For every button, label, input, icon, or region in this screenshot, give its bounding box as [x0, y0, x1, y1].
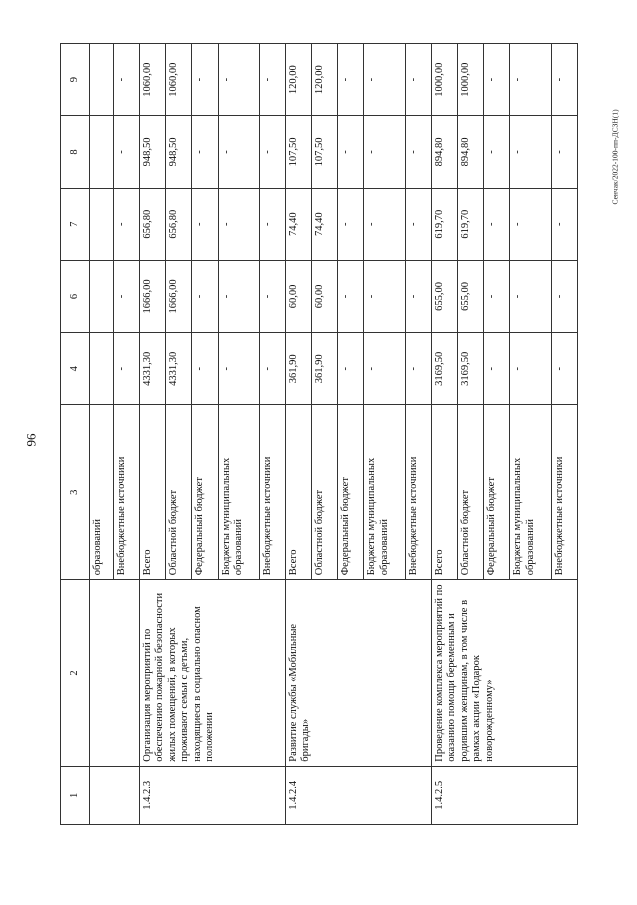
- funding-source: Всего: [140, 405, 166, 580]
- value-cell: -: [338, 260, 364, 332]
- value-cell: -: [192, 188, 218, 260]
- value-cell: 1000,00: [458, 44, 484, 116]
- table-row: [140, 44, 166, 825]
- value-cell: -: [364, 188, 405, 260]
- item-number: [90, 766, 140, 824]
- header-cell: 6: [61, 260, 90, 332]
- value-cell: 107,50: [312, 116, 338, 188]
- value-cell: -: [113, 188, 139, 260]
- funding-source: Внебюджетные источники: [113, 405, 139, 580]
- value-cell: -: [259, 260, 285, 332]
- value-cell: -: [218, 260, 259, 332]
- funding-source: Федеральный бюджет: [484, 405, 510, 580]
- value-cell: -: [484, 116, 510, 188]
- value-cell: -: [218, 333, 259, 405]
- value-cell: -: [259, 116, 285, 188]
- value-cell: 120,00: [286, 44, 312, 116]
- value-cell: -: [551, 188, 577, 260]
- value-cell: -: [113, 44, 139, 116]
- header-cell: 4: [61, 333, 90, 405]
- value-cell: 1060,00: [166, 44, 192, 116]
- value-cell: -: [259, 333, 285, 405]
- value-cell: 3169,50: [432, 333, 458, 405]
- item-description: [90, 580, 140, 767]
- value-cell: 4331,30: [166, 333, 192, 405]
- value-cell: -: [338, 333, 364, 405]
- value-cell: -: [510, 44, 551, 116]
- value-cell: -: [364, 116, 405, 188]
- funding-source: Всего: [432, 405, 458, 580]
- value-cell: 1666,00: [166, 260, 192, 332]
- value-cell: [90, 333, 114, 405]
- funding-source: Федеральный бюджет: [338, 405, 364, 580]
- budget-table: [60, 43, 578, 825]
- value-cell: 361,90: [286, 333, 312, 405]
- value-cell: -: [551, 116, 577, 188]
- funding-source: Бюджеты муниципальных образований: [218, 405, 259, 580]
- header-row: [61, 44, 90, 825]
- funding-source: Бюджеты муниципальных образований: [364, 405, 405, 580]
- value-cell: -: [405, 333, 431, 405]
- header-cell: 7: [61, 188, 90, 260]
- item-number: 1.4.2.3: [140, 766, 286, 824]
- value-cell: [90, 44, 114, 116]
- document-footer: Сенчак/2022-100-пп-ДСЗН(1): [610, 109, 620, 205]
- value-cell: -: [218, 116, 259, 188]
- item-description: Организация мероприятий по обеспечению пожарной безопасности жилых помещений, в которых проживают семьи с детьми, находящиеся в социально опасном положении: [140, 580, 286, 767]
- value-cell: -: [364, 260, 405, 332]
- funding-source: Федеральный бюджет: [192, 405, 218, 580]
- header-cell: 8: [61, 116, 90, 188]
- value-cell: -: [551, 333, 577, 405]
- value-cell: -: [364, 44, 405, 116]
- header-cell: 2: [61, 580, 90, 767]
- value-cell: -: [338, 188, 364, 260]
- value-cell: 656,80: [166, 188, 192, 260]
- funding-source: Внебюджетные источники: [551, 405, 577, 580]
- value-cell: 1060,00: [140, 44, 166, 116]
- value-cell: 120,00: [312, 44, 338, 116]
- value-cell: -: [405, 260, 431, 332]
- value-cell: -: [405, 44, 431, 116]
- funding-source: Областной бюджет: [166, 405, 192, 580]
- value-cell: [90, 116, 114, 188]
- value-cell: 107,50: [286, 116, 312, 188]
- value-cell: -: [551, 44, 577, 116]
- value-cell: 60,00: [286, 260, 312, 332]
- value-cell: 361,90: [312, 333, 338, 405]
- value-cell: -: [113, 116, 139, 188]
- funding-source: Всего: [286, 405, 312, 580]
- value-cell: -: [405, 188, 431, 260]
- value-cell: [90, 188, 114, 260]
- page-number: 96: [23, 433, 39, 447]
- value-cell: -: [364, 333, 405, 405]
- funding-source: образований: [90, 405, 114, 580]
- value-cell: 4331,30: [140, 333, 166, 405]
- funding-source: Областной бюджет: [458, 405, 484, 580]
- value-cell: 74,40: [312, 188, 338, 260]
- value-cell: -: [192, 44, 218, 116]
- value-cell: -: [218, 44, 259, 116]
- value-cell: -: [510, 116, 551, 188]
- table-row: [90, 44, 114, 825]
- value-cell: -: [510, 333, 551, 405]
- item-description: Развитие службы «Мобильные бригады»: [286, 580, 432, 767]
- funding-source: Внебюджетные источники: [405, 405, 431, 580]
- value-cell: 74,40: [286, 188, 312, 260]
- value-cell: 948,50: [166, 116, 192, 188]
- value-cell: 60,00: [312, 260, 338, 332]
- value-cell: -: [510, 188, 551, 260]
- table-wrapper: [60, 43, 578, 825]
- table-row: [432, 44, 458, 825]
- header-cell: 3: [61, 405, 90, 580]
- value-cell: -: [484, 333, 510, 405]
- item-number: 1.4.2.5: [432, 766, 578, 824]
- value-cell: -: [484, 188, 510, 260]
- value-cell: 655,00: [458, 260, 484, 332]
- item-number: 1.4.2.4: [286, 766, 432, 824]
- value-cell: 619,70: [432, 188, 458, 260]
- value-cell: -: [192, 260, 218, 332]
- value-cell: -: [484, 260, 510, 332]
- value-cell: 948,50: [140, 116, 166, 188]
- item-description: Проведение комплекса мероприятий по оказанию помощи беременным и родившим женщинам, в том числе в рамках акции «Подарок новорожденному»: [432, 580, 578, 767]
- funding-source: Областной бюджет: [312, 405, 338, 580]
- value-cell: 656,80: [140, 188, 166, 260]
- value-cell: -: [551, 260, 577, 332]
- value-cell: 655,00: [432, 260, 458, 332]
- funding-source: Бюджеты муниципальных образований: [510, 405, 551, 580]
- value-cell: -: [113, 260, 139, 332]
- value-cell: 894,80: [432, 116, 458, 188]
- value-cell: 1666,00: [140, 260, 166, 332]
- value-cell: -: [113, 333, 139, 405]
- funding-source: Внебюджетные источники: [259, 405, 285, 580]
- value-cell: -: [338, 116, 364, 188]
- value-cell: -: [218, 188, 259, 260]
- header-cell: 9: [61, 44, 90, 116]
- value-cell: -: [510, 260, 551, 332]
- value-cell: -: [259, 44, 285, 116]
- value-cell: -: [405, 116, 431, 188]
- value-cell: 3169,50: [458, 333, 484, 405]
- header-cell: 1: [61, 766, 90, 824]
- value-cell: 1000,00: [432, 44, 458, 116]
- value-cell: 894,80: [458, 116, 484, 188]
- value-cell: -: [259, 188, 285, 260]
- table-row: [286, 44, 312, 825]
- value-cell: -: [192, 116, 218, 188]
- value-cell: -: [192, 333, 218, 405]
- value-cell: 619,70: [458, 188, 484, 260]
- value-cell: -: [484, 44, 510, 116]
- value-cell: -: [338, 44, 364, 116]
- value-cell: [90, 260, 114, 332]
